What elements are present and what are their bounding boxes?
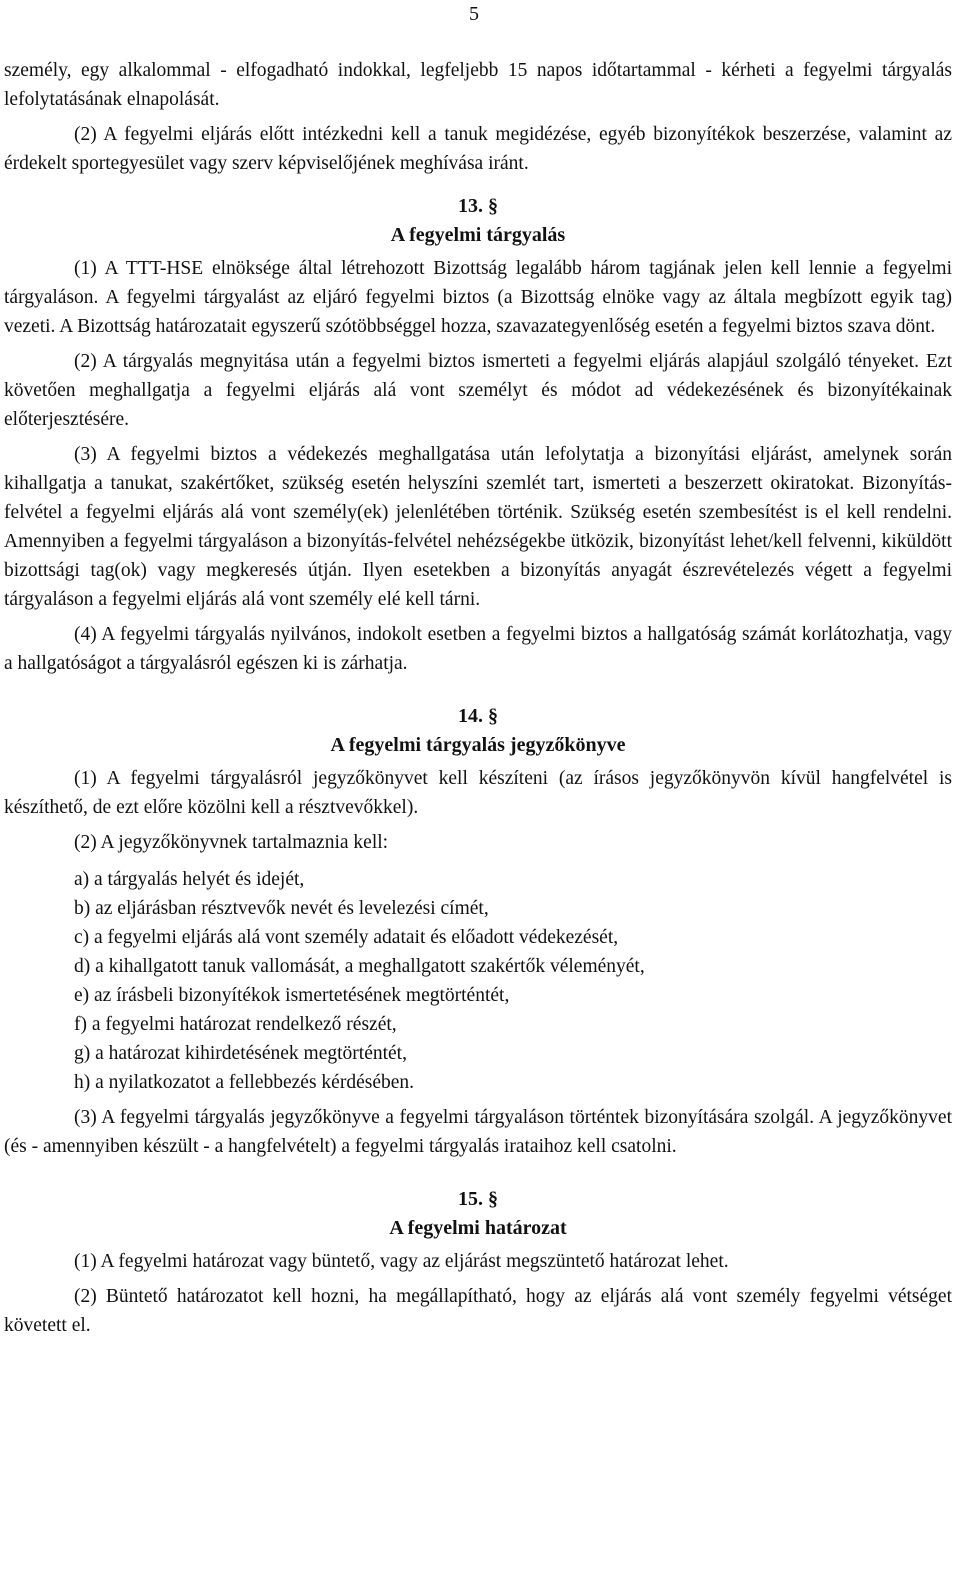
list-item: a) a tárgyalás helyét és idejét, <box>74 869 305 890</box>
section-14-paragraph-3: (3) A fegyelmi tárgyalás jegyzőkönyve a fegyelmi tárgyaláson történtek bizonyítására szolgál. A jegyzőkönyvet (és - amennyiben készült - a hangfelvételt) a fegyelmi tárgyalás irataihoz kell csatolni. <box>4 1107 952 1157</box>
section-13-paragraph-1: (1) A TTT-HSE elnöksége által létrehozott Bizottság legalább három tagjának jelen kell lennie a fegyelmi tárgyaláson. A fegyelmi tárgyalást az eljáró fegyelmi biztos (a Bizottság elnöke vagy az általa megbízott egyik tag) vezeti. A Bizottság határozatait egyszerű szótöbbséggel hozza, szavazategyenlőség esetén a fegyelmi biztos szava dönt. <box>4 258 952 337</box>
list-item: g) a határozat kihirdetésének megtörténtét, <box>74 1043 407 1064</box>
page-number: 5 <box>469 3 479 25</box>
list-item: c) a fegyelmi eljárás alá vont személy adatait és előadott védekezését, <box>74 927 619 948</box>
section-13-number: 13. § <box>458 195 498 217</box>
section-15-paragraph-2: (2) Büntető határozatot kell hozni, ha megállapítható, hogy az eljárás alá vont személy fegyelmi vétséget követett el. <box>4 1286 952 1336</box>
list-item: d) a kihallgatott tanuk vallomását, a meghallgatott szakértők véleményét, <box>74 956 645 977</box>
intro-paragraph-2: (2) A fegyelmi eljárás előtt intézkedni kell a tanuk megidézése, egyéb bizonyítékok beszerzése, valamint az érdekelt sportegyesület vagy szerv képviselőjének meghívása iránt. <box>4 124 952 174</box>
section-13-title: A fegyelmi tárgyalás <box>390 224 566 246</box>
list-item: h) a nyilatkozatot a fellebbezés kérdésében. <box>74 1072 415 1093</box>
section-14-paragraph-1: (1) A fegyelmi tárgyalásról jegyzőkönyvet kell készíteni (az írásos jegyzőkönyvön kívül hangfelvétel is készíthető, de ezt előre közölni kell a résztvevőkkel). <box>4 768 952 818</box>
section-15-title: A fegyelmi határozat <box>389 1217 567 1239</box>
section-15-paragraph-1: (1) A fegyelmi határozat vagy büntető, vagy az eljárást megszüntető határozat lehet. <box>74 1251 729 1272</box>
section-13-paragraph-4: (4) A fegyelmi tárgyalás nyilvános, indokolt esetben a fegyelmi biztos a hallgatóság számát korlátozhatja, vagy a hallgatóságot a tárgyalásról egészen ki is zárhatja. <box>4 624 952 674</box>
section-14-title: A fegyelmi tárgyalás jegyzőkönyve <box>330 734 626 756</box>
section-13-paragraph-2: (2) A tárgyalás megnyitása után a fegyelmi biztos ismerteti a fegyelmi eljárás alapjául szolgáló tényeket. Ezt követően meghallgatja a fegyelmi eljárás alá vont személyt és módot ad védekezésének és bizonyítékainak előterjesztésére. <box>4 351 952 430</box>
list-item: b) az eljárásban résztvevők nevét és levelezési címét, <box>74 898 489 919</box>
section-14-number: 14. § <box>458 705 498 727</box>
section-13-paragraph-3: (3) A fegyelmi biztos a védekezés meghallgatása után lefolytatja a bizonyítási eljárást, amelynek során kihallgatja a tanukat, szakértőket, szükség esetén helyszíni szemlét tart, ismerteti a beszerzett okiratokat. Bizonyítás-felvétel a fegyelmi eljárás alá vont személy(ek) jelenlétében történik. Szükség esetén szembesítést is el kell rendelni. Amennyiben a fegyelmi tárgyaláson a bizonyítás-felvétel nehézségekbe ütközik, bizonyítást lehet/kell felvenni, kiküldött bizottsági tag(ok) vagy megkeresés útján. Ilyen esetekben a bizonyítás anyagát észrevételezés végett a fegyelmi tárgyaláson a fegyelmi eljárás alá vont személy elé kell tárni. <box>4 444 952 610</box>
list-item: e) az írásbeli bizonyítékok ismertetésének megtörténtét, <box>74 985 510 1006</box>
document-body <box>4 56 952 1340</box>
section-15-number: 15. § <box>458 1188 498 1210</box>
section-14-paragraph-2: (2) A jegyzőkönyvnek tartalmaznia kell: <box>74 832 389 853</box>
list-item: f) a fegyelmi határozat rendelkező részét, <box>74 1014 397 1035</box>
required-contents-list <box>4 865 952 1097</box>
intro-paragraph: személy, egy alkalommal - elfogadható indokkal, legfeljebb 15 napos időtartammal - kérheti a fegyelmi tárgyalás lefolytatásának elnapolását. <box>4 60 952 110</box>
